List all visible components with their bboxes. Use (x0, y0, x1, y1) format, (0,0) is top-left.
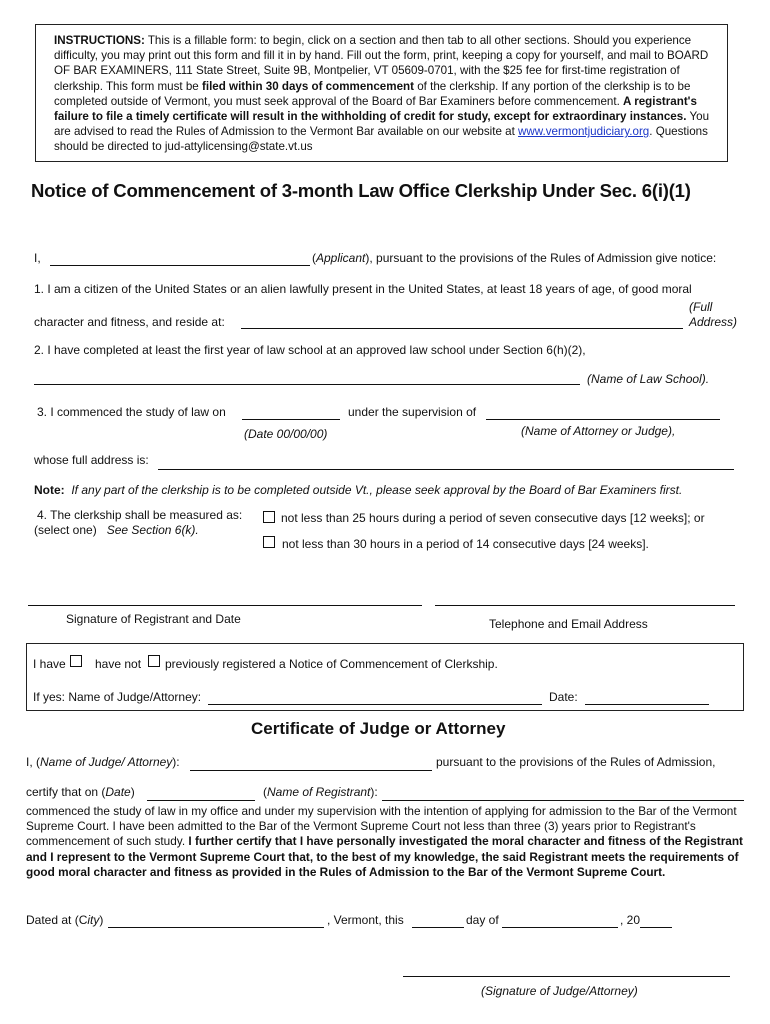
registrant-name-field[interactable] (382, 786, 744, 801)
certification-bold-text: I further certify that I have personally investigated the moral character and fitness of the Registrant and I represent to the Vermont Supreme Court that, to the best of my knowledge, the said Registrant meets the requirements of good moral character and fitness as provided in the Rules of Admission to the Bar of the Vermont Supreme Court. (26, 834, 743, 879)
certificate-title: Certificate of Judge or Attorney (251, 719, 506, 738)
dated-day-field[interactable] (412, 913, 464, 928)
attorney-label: (Name of Attorney or Judge), (521, 424, 676, 438)
applicant-label: (Applicant), pursuant to the provisions of the Rules of Admission give notice: (312, 251, 717, 265)
instructions-part-1: This is a fillable form: to begin, click on a section and then tab to all other sections. Should you experience difficulty, you may print out this form and fill it in by hand. Fill out the form, print, keeping a copy for yourself, and mail to BOARD OF BAR EXAMINERS, 111 State Street, Suite 9B, Montpelier, VT 05609-0701, with the $25 fee for first-time registration of clerkship. This form must be (54, 34, 709, 93)
registrant-signature-field[interactable] (28, 591, 422, 606)
commence-date-field[interactable] (242, 405, 340, 420)
instructions-text (54, 33, 722, 155)
certification-paragraph (26, 804, 746, 880)
dated-city-field[interactable] (108, 913, 324, 928)
dated-at-label: Dated at (City) (26, 913, 104, 927)
instructions-part-3: You are advised to read the Rules of Admission to the Vermont Bar available on our website at (54, 110, 710, 139)
have-not-label: have not (95, 657, 142, 671)
prior-registration-text: previously registered a Notice of Commencement of Clerkship. (165, 657, 498, 671)
instructions-box (35, 24, 728, 162)
prior-date-label: Date: (549, 690, 578, 704)
contact-field[interactable] (435, 591, 735, 606)
law-school-field[interactable] (34, 370, 580, 385)
year-prefix-label: , 20 (620, 913, 641, 927)
registrant-name-label: (Name of Registrant): (263, 785, 378, 799)
item1-line2: character and fitness, and reside at: (34, 315, 225, 329)
certify-date-field[interactable] (147, 786, 255, 801)
full-label: (Full (689, 300, 713, 314)
item4-line2: (select one) See Section 6(k). (34, 523, 199, 537)
applicant-name-field[interactable] (50, 251, 310, 266)
instructions-warning: A registrant's failure to file a timely certificate will result in the withholding of credit for study, except for extraordinary instances. (54, 94, 697, 124)
certification-text: commenced the study of law in my office and under my supervision with the intention of applying for admission to the Bar of the Vermont Supreme Court. I have been admitted to the Bar of the Vermont Supreme Court not less than three (3) years prior to Registrant's commencement of such study. (26, 804, 737, 849)
contact-label: Telephone and Email Address (489, 617, 648, 631)
instructions-label: INSTRUCTIONS: (54, 34, 145, 47)
day-of-label: day of (466, 913, 499, 927)
dated-year-field[interactable] (640, 913, 672, 928)
item3-middle: under the supervision of (348, 405, 477, 419)
item1-line1: 1. I am a citizen of the United States or an alien lawfully present in the United States, at least 18 years of age, of good moral (34, 282, 692, 296)
supervisor-address-field[interactable] (158, 455, 734, 470)
if-yes-label: If yes: Name of Judge/Attorney: (33, 690, 202, 704)
prior-judge-field[interactable] (208, 690, 542, 705)
note: Note: If any part of the clerkship is to be completed outside Vt., please seek approval by the Board of Bar Examiners first. (34, 483, 683, 497)
judge-name-after: pursuant to the provisions of the Rules of Admission, (436, 755, 716, 769)
registrant-signature-label: Signature of Registrant and Date (66, 612, 241, 626)
judge-signature-label: (Signature of Judge/Attorney) (481, 984, 638, 998)
i-have-label: I have (33, 657, 66, 671)
option-24-weeks-label: not less than 30 hours in a period of 14 consecutive days [24 weeks]. (282, 537, 649, 551)
judge-signature-field[interactable] (403, 962, 730, 977)
option-12-weeks-label: not less than 25 hours during a period of seven consecutive days [12 weeks]; or (281, 511, 705, 525)
prior-date-field[interactable] (585, 690, 709, 705)
law-school-label: (Name of Law School). (587, 372, 710, 386)
have-checkbox[interactable] (70, 655, 82, 667)
item2-line1: 2. I have completed at least the first year of law school at an approved law school under Section 6(h)(2), (34, 343, 586, 357)
applicant-prefix: I, (34, 251, 41, 265)
supervisor-name-field[interactable] (486, 405, 720, 420)
instructions-part-2: of the clerkship. If any portion of the clerkship is to be completed outside of Vermont, you must seek approval of the Board of Bar Examiners before commencement. (54, 79, 691, 108)
page-title: Notice of Commencement of 3-month Law Office Clerkship Under Sec. 6(i)(1) (31, 180, 691, 201)
instructions-deadline: filed within 30 days of commencement (202, 79, 414, 93)
judge-name-field[interactable] (190, 756, 432, 771)
supervisor-address-prefix: whose full address is: (34, 453, 149, 467)
judge-name-label: I, (Name of Judge/ Attorney): (26, 755, 180, 769)
instructions-part-4: . Questions should be directed to jud-attylicensing@state.vt.us (54, 125, 708, 154)
date-format-label: (Date 00/00/00) (244, 427, 328, 441)
have-not-checkbox[interactable] (148, 655, 160, 667)
option-12-weeks-checkbox[interactable] (263, 511, 275, 523)
residence-address-field[interactable] (241, 314, 683, 329)
dated-month-field[interactable] (502, 913, 618, 928)
vermont-this-label: , Vermont, this (327, 913, 404, 927)
item3-prefix: 3. I commenced the study of law on (37, 405, 226, 419)
certify-date-label: certify that on (Date) (26, 785, 135, 799)
option-24-weeks-checkbox[interactable] (263, 536, 275, 548)
address-label: Address) (689, 315, 738, 329)
item4-line1: 4. The clerkship shall be measured as: (37, 508, 243, 522)
website-link[interactable]: www.vermontjudiciary.org (518, 125, 650, 139)
